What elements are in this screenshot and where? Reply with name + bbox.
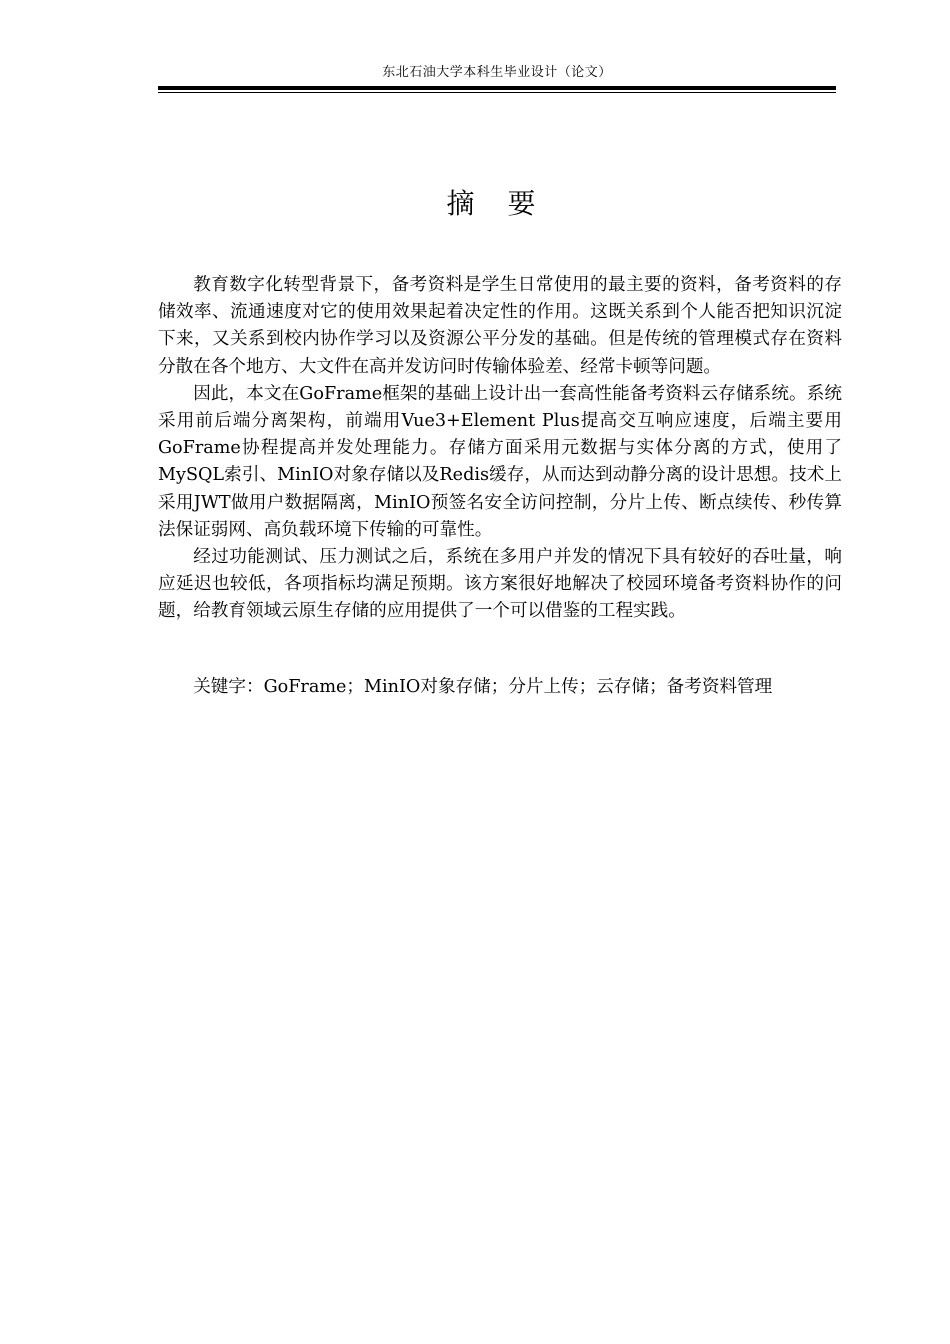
abstract-paragraph: 经过功能测试、压力测试之后，系统在多用户并发的情况下具有较好的吞吐量，响应延迟也较低，各项指标均满足预期。该方案很好地解决了校园环境备考资料协作的问题，给教育领域云原生存储的应用提供了一个可以借鉴的工程实践。 <box>158 547 842 622</box>
keywords: 关键字：GoFrame；MinIO对象存储；分片上传；云存储；备考资料管理 <box>193 677 773 697</box>
page-header <box>158 64 836 93</box>
header-rule-thin <box>158 92 836 93</box>
abstract-paragraph: 因此，本文在GoFrame框架的基础上设计出一套高性能备考资料云存储系统。系统采用前后端分离架构，前端用Vue3+Element Plus提高交互响应速度，后端主要用GoFrame协程提高并发处理能力。存储方面采用元数据与实体分离的方式，使用了MySQL索引、MinIO对象存储以及Redis缓存，从而达到动静分离的设计思想。技术上采用JWT做用户数据隔离，MinIO预签名安全访问控制，分片上传、断点续传、秒传算法保证弱网、高负载环境下传输的可靠性。 <box>158 383 842 540</box>
abstract-body <box>158 272 842 626</box>
abstract-paragraph: 教育数字化转型背景下，备考资料是学生日常使用的最主要的资料，备考资料的存储效率、流通速度对它的使用效果起着决定性的作用。这既关系到个人能否把知识沉淀下来，又关系到校内协作学习以及资源公平分发的基础。但是传统的管理模式存在资料分散在各个地方、大文件在高并发访问时传输体验差、经常卡顿等问题。 <box>158 275 842 377</box>
abstract-title: 摘 要 <box>446 187 548 220</box>
header-rule-thick <box>158 86 836 90</box>
header-title: 东北石油大学本科生毕业设计（论文） <box>382 65 612 80</box>
